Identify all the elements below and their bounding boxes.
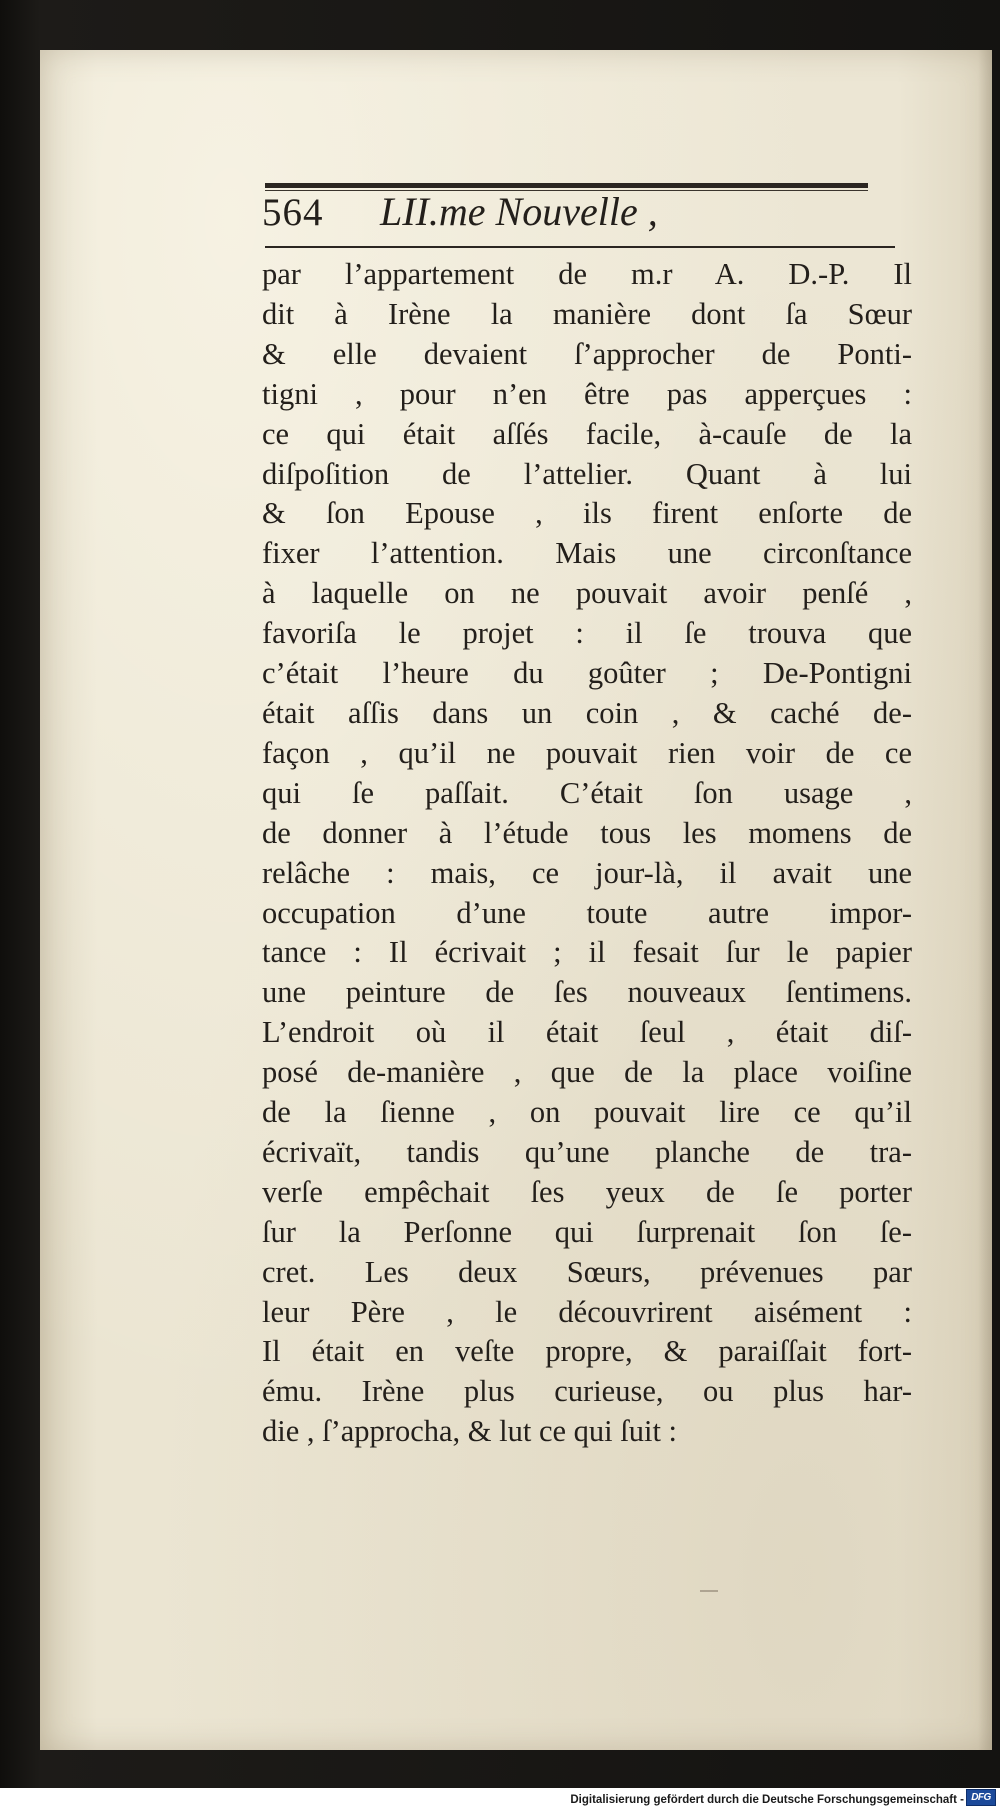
- digitization-footer: [0, 1788, 1000, 1809]
- dfg-logo: DFG: [966, 1789, 996, 1806]
- text-line: verſe empêchait ſes yeux de ſe porter: [262, 1174, 912, 1209]
- text-line: par l’appartement de m.r A. D.-P. Il: [262, 257, 912, 291]
- text-line: Il était en veſte propre, & paraiſſait fort-: [262, 1334, 912, 1369]
- text-line: favoriſa le projet : il ſe trouva que: [262, 616, 912, 651]
- text-line: posé de-manière , que de la place voiſine: [262, 1055, 912, 1090]
- text-line: die , ſ’approcha, & lut ce qui ſuit :: [262, 1414, 678, 1449]
- text-line: de donner à l’étude tous les momens de: [262, 815, 912, 850]
- header-bottom-rule: [265, 246, 895, 248]
- text-line: à laquelle on ne pouvait avoir penſé ,: [262, 576, 912, 611]
- text-line: qui ſe paſſait. C’était ſon usage ,: [262, 775, 912, 810]
- funding-credit: Digitalisierung gefördert durch die Deutsche Forschungsgemeinschaft -: [570, 1794, 964, 1806]
- text-line: ému. Irène plus curieuse, ou plus har-: [262, 1374, 912, 1409]
- text-line: cret. Les deux Sœurs, prévenues par: [262, 1254, 912, 1289]
- text-line: L’endroit où il était ſeul , était diſ-: [262, 1015, 912, 1050]
- text-line: une peinture de ſes nouveaux ſentimens.: [262, 975, 912, 1010]
- running-title: LII.me Nouvelle ,: [380, 189, 658, 234]
- text-line: tance : Il écrivait ; il fesait ſur le papier: [262, 935, 912, 970]
- text-line: occupation d’une toute autre impor-: [262, 895, 912, 930]
- text-line: dit à Irène la manière dont ſa Sœur: [262, 296, 912, 331]
- page-number: 564: [262, 191, 324, 234]
- page-header: [262, 188, 872, 240]
- text-line: leur Père , le découvrirent aisément :: [262, 1294, 912, 1329]
- text-line: ſur la Perſonne qui ſurprenait ſon ſe-: [262, 1214, 912, 1249]
- text-line: relâche : mais, ce jour-là, il avait une: [262, 855, 912, 890]
- text-line: diſpoſition de l’attelier. Quant à lui: [262, 456, 912, 491]
- text-line: écrivaït, tandis qu’une planche de tra-: [262, 1134, 912, 1169]
- text-line: façon , qu’il ne pouvait rien voir de ce: [262, 735, 912, 770]
- text-line: & elle devaient ſ’approcher de Ponti-: [262, 336, 912, 371]
- body-text: [262, 255, 912, 1452]
- paper-mark: [700, 1590, 718, 1592]
- page-edge-shadow: [978, 50, 992, 1750]
- text-line: fixer l’attention. Mais une circonſtance: [262, 536, 912, 571]
- text-line: & ſon Epouse , ils firent enſorte de: [262, 496, 912, 531]
- text-line: ce qui était aſſés facile, à-cauſe de la: [262, 416, 912, 451]
- text-line: c’était l’heure du goûter ; De-Pontigni: [262, 656, 912, 691]
- text-line: tigni , pour n’en être pas apperçues :: [262, 376, 912, 411]
- text-line: était aſſis dans un coin , & caché de-: [262, 695, 912, 730]
- text-line: de la ſienne , on pouvait lire ce qu’il: [262, 1095, 912, 1130]
